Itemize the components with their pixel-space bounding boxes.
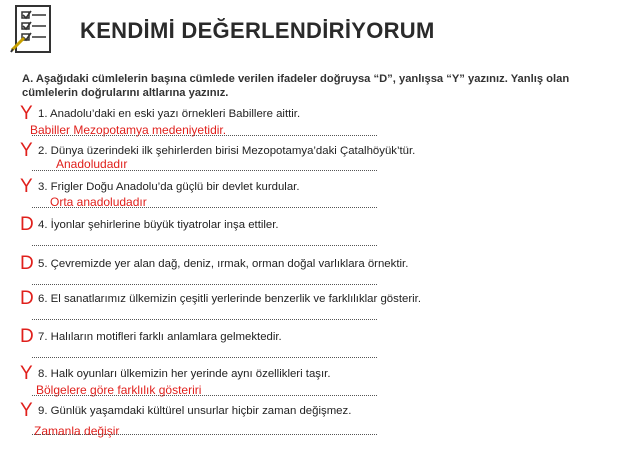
answer-line [32, 434, 377, 435]
answer-mark: Y [20, 103, 33, 124]
answer-mark: Y [20, 140, 33, 161]
correction-text: Babiller Mezopotamya medeniyetidir. [30, 123, 227, 137]
question-text: 1. Anadolu’daki en eski yazı örnekleri Babillere aittir. [38, 108, 301, 120]
answer-line [32, 395, 377, 396]
answer-line [32, 357, 377, 358]
answer-line [32, 170, 377, 171]
question-item [20, 288, 630, 329]
question-text: 2. Dünya üzerindeki ilk şehirlerden birisi Mezopotamya’daki Çatalhöyük’tür. [38, 145, 416, 157]
question-text: 7. Halıların motifleri farklı anlamlara gelmektedir. [38, 331, 282, 343]
page-title: KENDİMİ DEĞERLENDİRİYORUM [80, 18, 435, 43]
answer-mark: D [20, 214, 34, 235]
question-item [20, 253, 630, 294]
question-item [20, 326, 630, 367]
answer-mark: D [20, 253, 34, 274]
question-item [20, 176, 630, 217]
answer-line [32, 319, 377, 320]
question-text: 9. Günlük yaşamdaki kültürel unsurlar hiçbir zaman değişmez. [38, 405, 352, 417]
correction-text: Bölgelere göre farklılık gösteriri [36, 383, 202, 397]
answer-mark: Y [20, 363, 33, 384]
correction-text: Orta anadoludadır [50, 195, 147, 209]
question-item [20, 400, 630, 441]
correction-text: Zamanla değişir [34, 424, 120, 438]
question-text: 3. Frigler Doğu Anadolu’da güçlü bir devlet kurdular. [38, 181, 300, 193]
answer-line [32, 284, 377, 285]
answer-mark: Y [20, 400, 33, 421]
answer-mark: D [20, 326, 34, 347]
answer-mark: Y [20, 176, 33, 197]
question-item [20, 103, 630, 144]
answer-line [32, 135, 377, 136]
correction-text: Anadoludadır [56, 157, 128, 171]
question-text: 8. Halk oyunları ülkemizin her yerinde aynı özellikleri taşır. [38, 368, 331, 380]
question-text: 6. El sanatlarımız ülkemizin çeşitli yerlerinde benzerlik ve farklılıklar gösterir. [38, 293, 421, 305]
answer-line [32, 245, 377, 246]
instructions: A. Aşağıdaki cümlelerin başına cümlede verilen ifadeler doğruysa “D”, yanlışsa “Y” yazınız. Yanlış olan cümlelerin doğrularını altlarına yazınız. [22, 73, 570, 99]
checklist-icon [8, 4, 58, 54]
question-item [20, 363, 630, 404]
question-item [20, 214, 630, 255]
question-text: 4. İyonlar şehirlerine büyük tiyatrolar inşa ettiler. [38, 219, 279, 231]
question-item [20, 140, 630, 181]
answer-mark: D [20, 288, 34, 309]
question-text: 5. Çevremizde yer alan dağ, deniz, ırmak, orman doğal varlıklara örnektir. [38, 258, 409, 270]
